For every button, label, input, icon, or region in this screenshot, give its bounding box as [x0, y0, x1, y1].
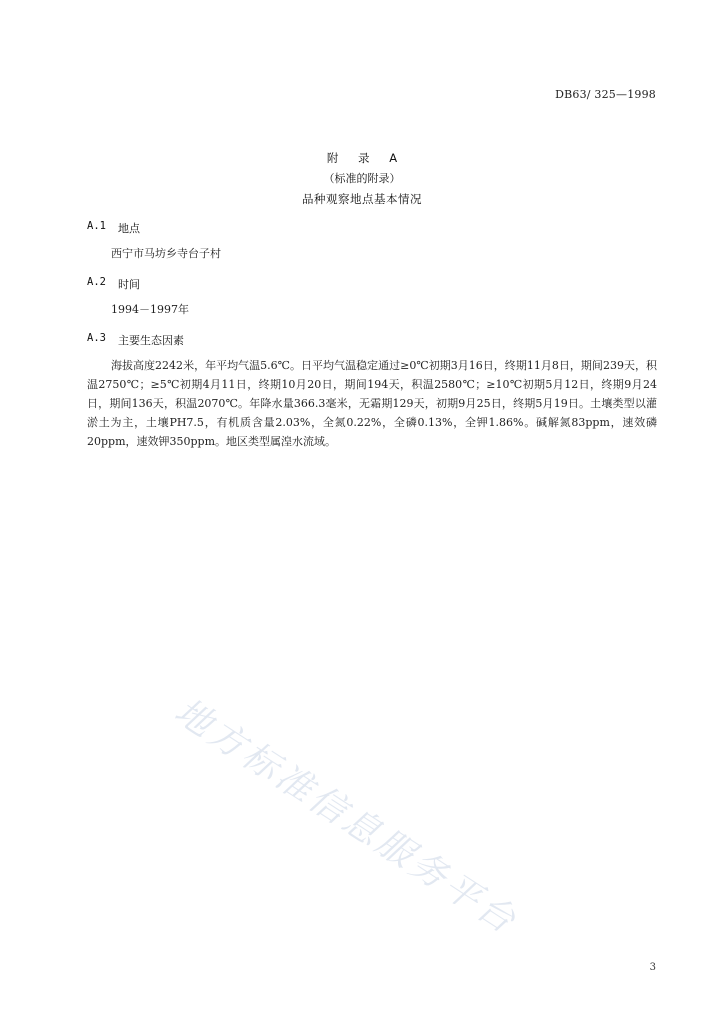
document-code: DB63/ 325—1998 — [555, 88, 656, 101]
section-a3-heading — [87, 332, 184, 348]
section-title: 地点 — [117, 222, 140, 235]
watermark: 地方标准信息服务平台 — [167, 690, 526, 944]
section-paragraph: 海拔高度2242米，年平均气温5.6℃。日平均气温稳定通过≥0℃初期3月16日，终期11月8日，期间239天，积温2750℃；≥5℃初期4月11日，终期10月20日，期间194天，积温2580℃；≥10℃初期5月12日，终期9月24日，期间136天，积温2070℃。年降水量366.3毫米，无霜期129天，初期9月25日，终期5月19日。土壤类型以灌淤土为主，土壤PH7.5，有机质含量2.03%，全氮0.22%，全磷0.13%，全钾1.86%。碱解氮83ppm，速效磷20ppm，速效钾350ppm。地区类型属湟水流域。 — [87, 359, 657, 448]
section-title: 主要生态因素 — [117, 334, 184, 347]
section-a2-heading — [87, 276, 140, 292]
appendix-title: 品种观察地点基本情况 — [302, 192, 422, 206]
appendix-title-block — [0, 150, 724, 207]
section-a1-body — [87, 244, 657, 263]
section-paragraph: 西宁市马坊乡寺台子村 — [111, 247, 221, 260]
section-title: 时间 — [117, 278, 140, 291]
appendix-type: （标准的附录） — [323, 172, 401, 185]
section-number: A.3 — [87, 332, 106, 344]
section-number: A.2 — [87, 276, 106, 288]
section-a2-body — [87, 300, 657, 319]
section-a1-heading — [87, 220, 140, 236]
section-a3-body — [87, 356, 657, 451]
appendix-label: 附 录 A — [326, 151, 406, 165]
page-number: 3 — [649, 962, 656, 973]
section-number: A.1 — [87, 220, 106, 232]
section-paragraph: 1994－1997年 — [111, 303, 189, 316]
